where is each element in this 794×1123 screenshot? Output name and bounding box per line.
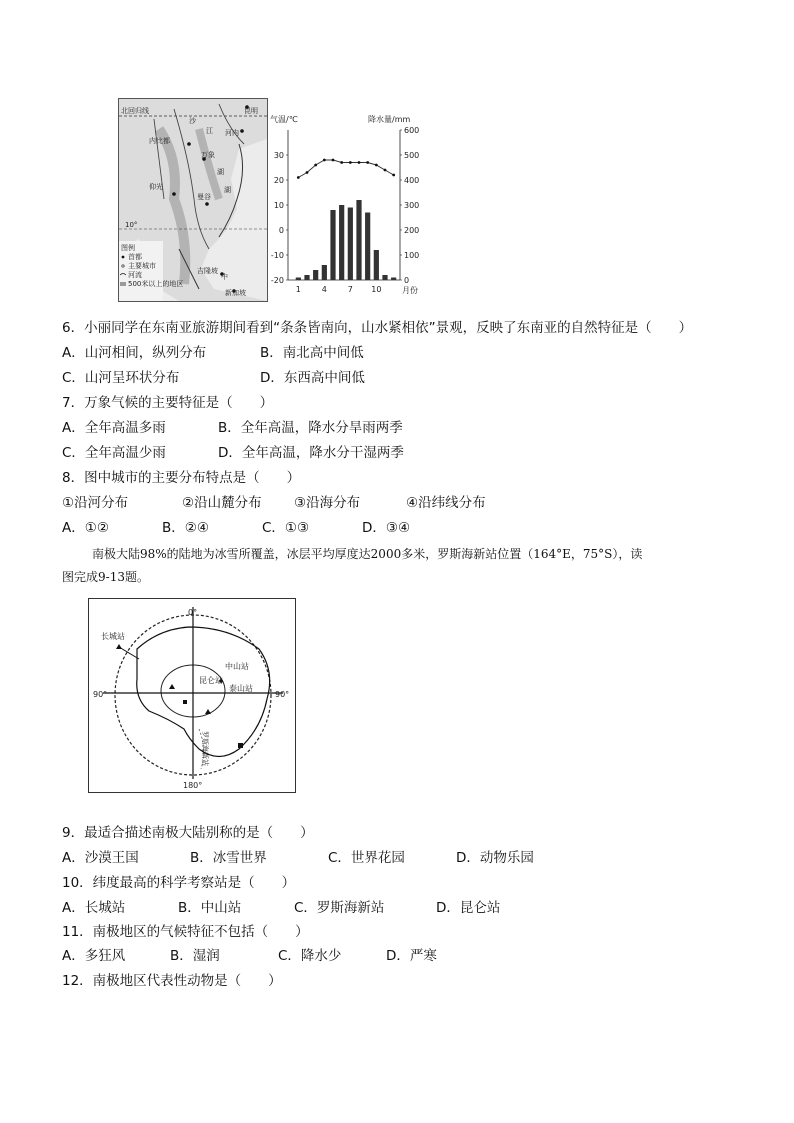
precip-tick-label: 300 (404, 201, 420, 210)
month-tick-label: 1 (295, 285, 301, 294)
precip-tick-label: 200 (404, 226, 420, 235)
question-6-options-row2 (62, 370, 365, 387)
temp-tick-label: -10 (270, 251, 284, 260)
changcheng-station-label: 长城站 (101, 632, 125, 641)
q11-option-d[interactable]: D．严寒 (386, 948, 437, 964)
question-6-options-row1 (62, 345, 364, 362)
map1-tonle-label: 湖 (224, 186, 231, 194)
q8-statement-1: ①沿河分布 (62, 495, 129, 511)
month-tick-label: 7 (347, 285, 353, 294)
question-10: 10．纬度最高的科学考察站是（ ） (62, 875, 296, 891)
map1-tropic-label: 北回归线 (121, 107, 149, 115)
legend-highland: 500米以上的地区 (128, 280, 184, 288)
q8-option-b[interactable]: B．②④ (162, 520, 209, 536)
intro-line-2: 图完成9-13题。 (62, 570, 149, 584)
q7-option-d[interactable]: D．全年高温，降水分干湿两季 (218, 445, 404, 461)
map1-river-left-label: 沙 (189, 117, 196, 125)
question-7: 7．万象气候的主要特征是（ ） (62, 395, 274, 411)
intro-line-1: 南极大陆98%的陆地为冰雪所覆盖，冰层平均厚度达2000多米，罗斯海新站位置（164°E，75°S），读 (92, 547, 643, 561)
precip-bar-10 (374, 250, 379, 280)
map1-singapore-label: 新加坡 (225, 289, 246, 297)
q7-option-a[interactable]: A．全年高温多雨 (62, 420, 166, 436)
temp-point-3 (314, 164, 317, 167)
question-11: 11．南极地区的气候特征不包括（ ） (62, 924, 309, 940)
temp-point-2 (306, 171, 309, 174)
kunlun-station-label: 昆仑站 (199, 676, 223, 685)
q8-statement-2: ②沿山麓分布 (182, 495, 262, 511)
temp-tick-label: 0 (278, 226, 284, 235)
q7-option-c[interactable]: C．全年高温少雨 (62, 445, 166, 461)
question-7-options-row1 (62, 420, 403, 437)
legend-city: 主要城市 (128, 262, 156, 270)
temp-tick-label: 20 (273, 176, 284, 185)
temp-point-9 (366, 161, 369, 164)
q10-option-a[interactable]: A．长城站 (62, 900, 126, 916)
question-9-options (62, 850, 534, 867)
q8-statement-4: ④沿纬线分布 (406, 495, 486, 511)
map1-vientiane-label: 万象 (201, 151, 215, 159)
temp-axis-label: 气温/℃ (270, 115, 298, 124)
q6-option-d[interactable]: D．东西高中间低 (260, 370, 365, 386)
map1-kualalumpur-label: 吉隆坡 (197, 267, 218, 275)
question-8: 8．图中城市的主要分布特点是（ ） (62, 470, 301, 486)
question-11-options (62, 948, 437, 965)
map1-lat10-label: 10° (125, 221, 138, 229)
temp-point-7 (349, 161, 352, 164)
question-12: 12．南极地区代表性动物是（ ） (62, 973, 282, 989)
precip-tick-label: 500 (404, 151, 420, 160)
precip-tick-label: 0 (404, 276, 410, 285)
temp-point-10 (375, 164, 378, 167)
precip-axis-label: 降水量/mm (368, 115, 411, 124)
question-9: 9．最适合描述南极大陆别称的是（ ） (62, 825, 314, 841)
precip-bar-9 (365, 213, 370, 281)
antarctica-lon-90w: 90° (93, 690, 108, 699)
q8-option-c[interactable]: C．①③ (262, 520, 310, 536)
temp-point-8 (358, 161, 361, 164)
temp-point-4 (323, 159, 326, 162)
antarctica-lon-0: 0° (188, 608, 198, 617)
q6-option-a[interactable]: A．山河相间，纵列分布 (62, 345, 207, 361)
q8-option-a[interactable]: A．①② (62, 520, 109, 536)
vientiane-climate-chart (268, 110, 426, 300)
temp-tick-label: -20 (270, 276, 284, 285)
climate-chart-svg (268, 110, 426, 300)
question-10-options (62, 900, 500, 917)
q9-option-a[interactable]: A．沙漠王国 (62, 850, 139, 866)
precip-bar-11 (382, 275, 387, 280)
antarctica-intro (62, 543, 742, 589)
precip-bar-12 (391, 278, 396, 281)
antarctica-lon-180: 180° (183, 781, 203, 790)
q9-option-c[interactable]: C．世界花园 (328, 850, 405, 866)
q8-statement-3: ③沿海分布 (294, 495, 361, 511)
precip-tick-label: 600 (404, 126, 420, 135)
q11-option-c[interactable]: C．降水少 (278, 948, 342, 964)
q8-option-d[interactable]: D．③④ (362, 520, 411, 536)
precip-bar-4 (322, 265, 327, 280)
legend-capital: 首都 (128, 253, 142, 261)
map1-river-mid-label: 江 (206, 127, 213, 135)
temp-tick-label: 30 (273, 151, 284, 160)
temp-point-5 (332, 159, 335, 162)
month-axis-label: 月份 (402, 286, 418, 295)
question-7-options-row2 (62, 445, 404, 462)
q10-option-b[interactable]: B．中山站 (178, 900, 242, 916)
question-8-statements (62, 495, 486, 512)
temp-point-1 (297, 176, 300, 179)
q7-option-b[interactable]: B．全年高温，降水分旱雨两季 (218, 420, 403, 436)
map1-sea-label: 中 (221, 273, 228, 281)
question-8-options (62, 520, 410, 537)
q10-option-d[interactable]: D．昆仑站 (436, 900, 501, 916)
precip-tick-label: 100 (404, 251, 420, 260)
precip-bar-2 (304, 275, 309, 280)
legend-river: 河流 (128, 271, 142, 279)
temp-point-6 (340, 161, 343, 164)
month-tick-label: 10 (371, 285, 382, 294)
map1-naypyidaw-label: 内比都 (149, 137, 170, 145)
q11-option-b[interactable]: B．湿润 (170, 948, 220, 964)
precip-bar-7 (348, 208, 353, 281)
antarctica-map (88, 598, 296, 793)
zhongshan-station-label: 中山站 (225, 662, 249, 671)
map1-lake-label: 湖 (217, 168, 224, 176)
temp-point-12 (392, 174, 395, 177)
q9-option-d[interactable]: D．动物乐园 (456, 850, 534, 866)
precip-bar-3 (313, 270, 318, 280)
q11-option-a[interactable]: A．多狂风 (62, 948, 126, 964)
temp-tick-label: 10 (273, 201, 284, 210)
precip-tick-label: 400 (404, 176, 420, 185)
map1-yangon-label: 仰光 (149, 183, 163, 191)
antarctica-lon-90e: 90° (275, 690, 290, 699)
map1-kunming-label: 昆明 (244, 107, 258, 115)
q9-option-b[interactable]: B．冰雪世界 (190, 850, 267, 866)
temp-point-11 (384, 169, 387, 172)
precip-bar-8 (356, 200, 361, 280)
precip-bar-5 (330, 210, 335, 280)
taishan-station-label: 泰山站 (229, 684, 253, 693)
legend-title: 图例 (121, 244, 135, 252)
precip-bar-1 (296, 278, 301, 281)
ross-new-station-label: 罗斯海新站 (201, 731, 209, 766)
map1-bangkok-label: 曼谷 (197, 193, 211, 201)
southeast-asia-map-svg (119, 99, 267, 301)
q10-option-c[interactable]: C．罗斯海新站 (294, 900, 385, 916)
question-6: 6．小丽同学在东南亚旅游期间看到“条条皆南向，山水紧相依”景观，反映了东南亚的自然特征是（ ） (62, 320, 693, 336)
month-tick-label: 4 (321, 285, 327, 294)
temperature-line (298, 160, 393, 178)
q6-option-b[interactable]: B．南北高中间低 (260, 345, 364, 361)
southeast-asia-map (118, 98, 268, 302)
antarctica-map-svg (89, 599, 295, 792)
precip-bar-6 (339, 205, 344, 280)
map1-hanoi-label: 河内 (225, 129, 239, 137)
q6-option-c[interactable]: C．山河呈环状分布 (62, 370, 180, 386)
